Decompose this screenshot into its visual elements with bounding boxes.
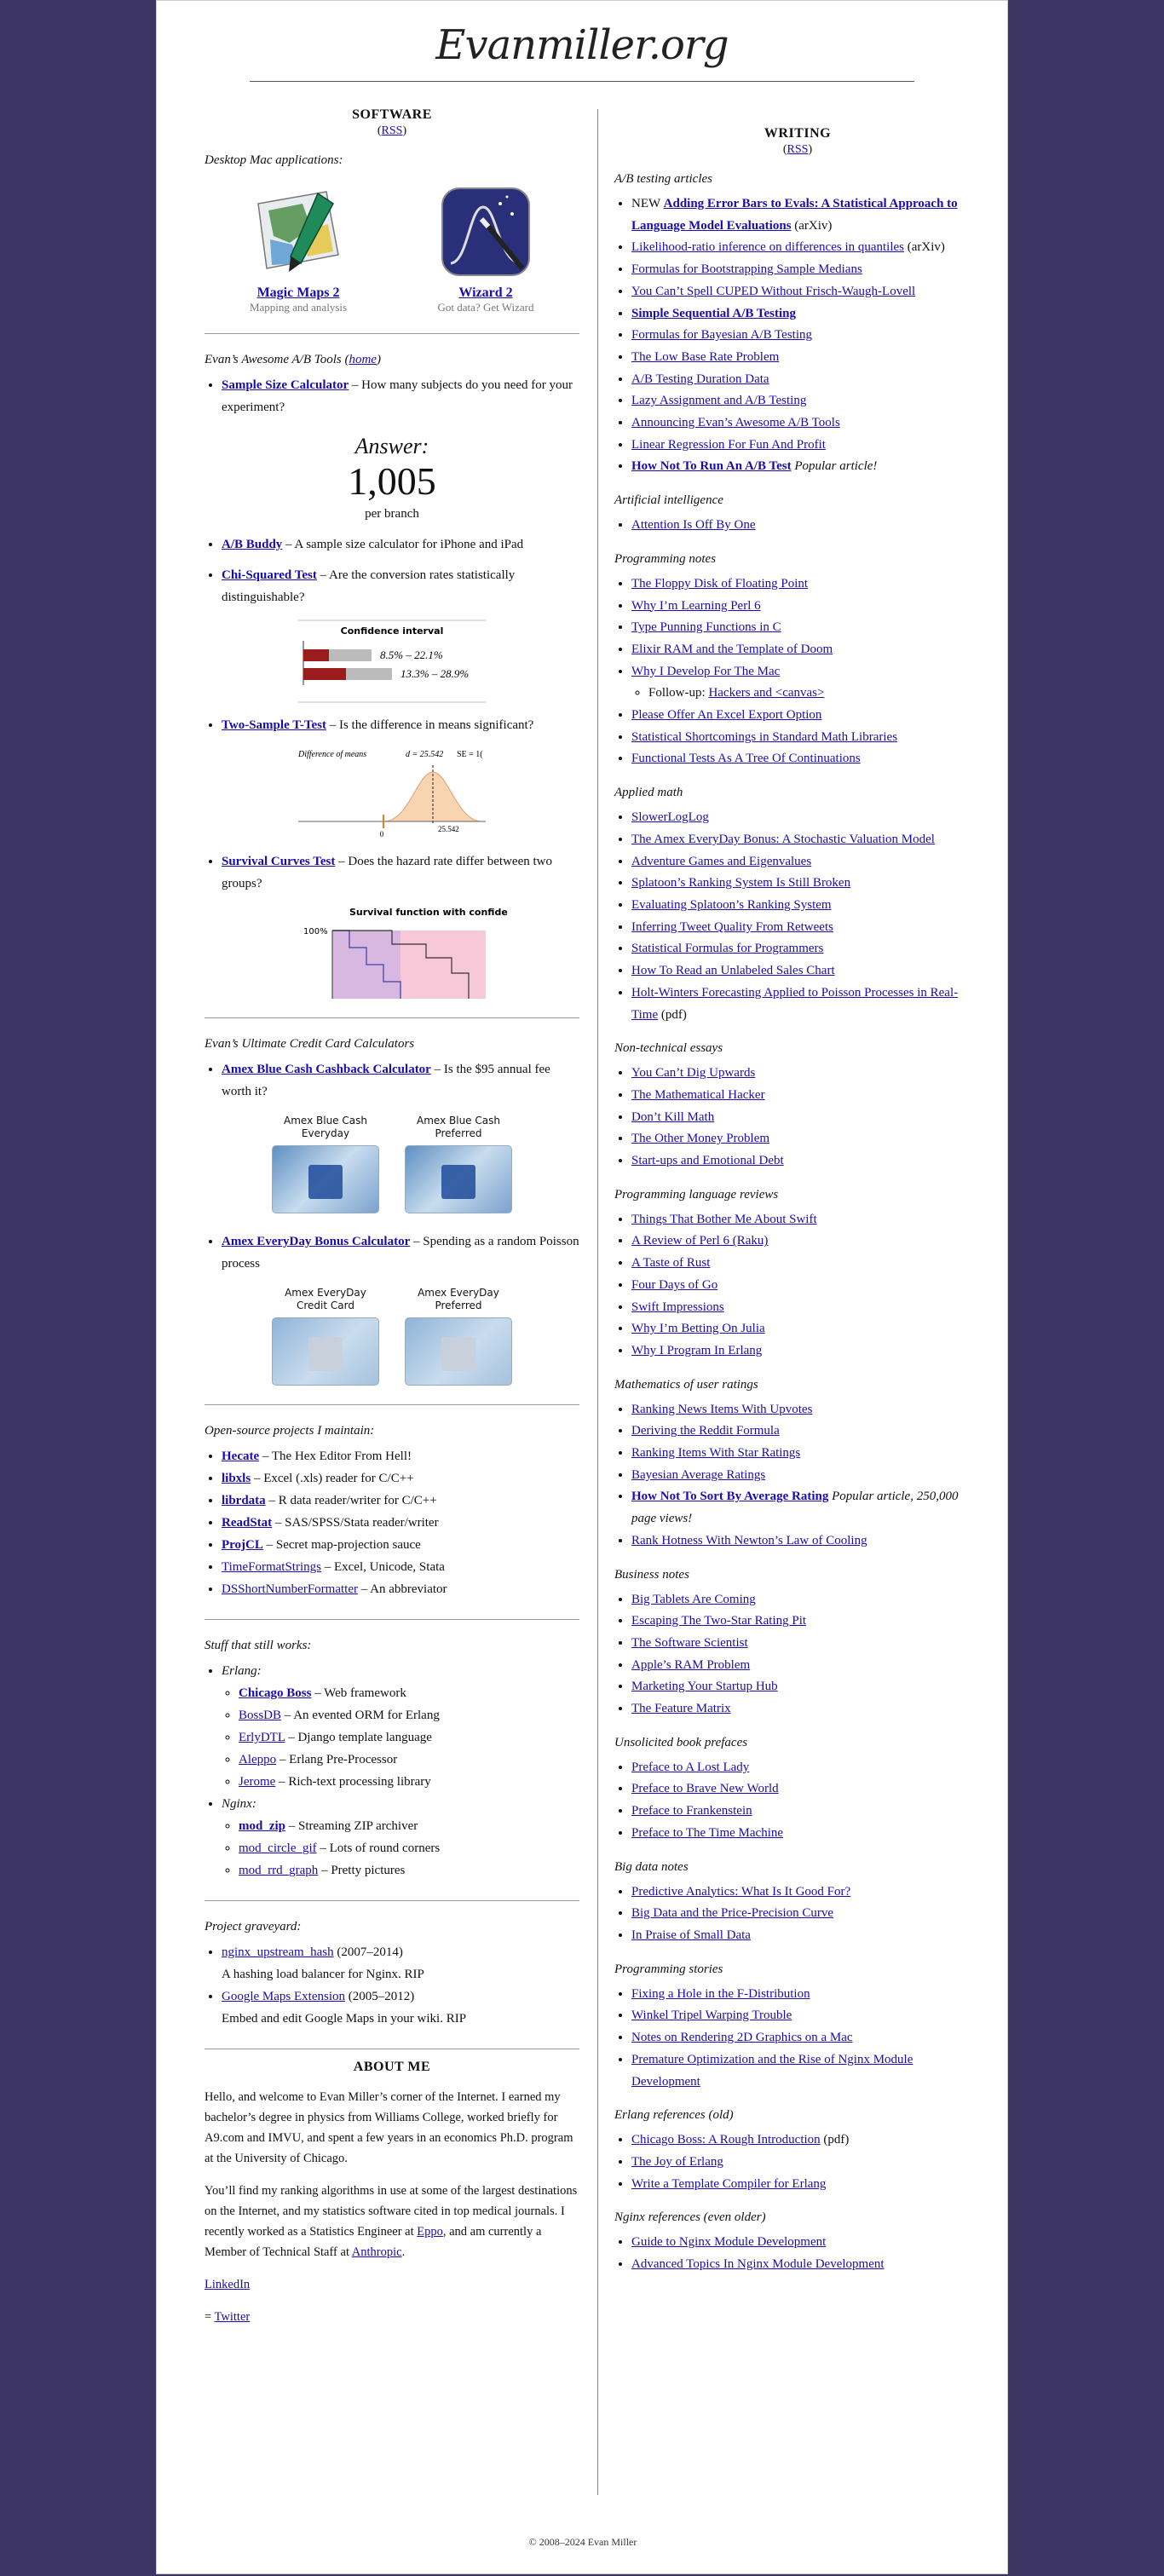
section-heading: Applied math — [614, 786, 683, 800]
article-link[interactable]: Formulas for Bayesian A/B Testing — [631, 328, 812, 343]
list-item — [631, 1925, 981, 1947]
list-item — [631, 1655, 981, 1677]
article-link[interactable]: Holt-Winters Forecasting Applied to Poisson Processes in Real-Time — [631, 985, 959, 1022]
project-link[interactable]: librdata — [222, 1494, 266, 1507]
list-item — [631, 661, 981, 705]
list-item — [631, 2174, 981, 2196]
project-link[interactable]: mod_zip — [239, 1819, 286, 1833]
list-item — [631, 303, 981, 326]
article-link[interactable]: Swift Impressions — [631, 1300, 724, 1314]
project-link[interactable]: Chicago Boss — [239, 1686, 312, 1700]
article-link[interactable]: A/B Testing Duration Data — [631, 372, 769, 386]
article-link[interactable]: The Low Base Rate Problem — [631, 349, 780, 364]
columns — [157, 82, 1007, 2468]
list-item: ◦ BossDB – An evented ORM for Erlang — [239, 1704, 579, 1726]
list-item — [631, 748, 981, 770]
card-everyday[interactable]: Amex EveryDay Credit Card — [271, 1287, 380, 1386]
article-link[interactable]: Deriving the Reddit Formula — [631, 1424, 780, 1438]
article-link[interactable]: Type Punning Functions in C — [631, 620, 781, 635]
article-link[interactable]: You Can’t Dig Upwards — [631, 1066, 756, 1081]
column-divider — [597, 109, 598, 2495]
list-item — [631, 727, 981, 749]
article-link[interactable]: Preface to The Time Machine — [631, 1825, 784, 1840]
article-link[interactable]: How To Read an Unlabeled Sales Chart — [631, 964, 835, 978]
magic-maps-tagline: Mapping and analysis — [249, 301, 348, 314]
answer-sub: per branch — [365, 507, 419, 521]
erlang-list — [222, 1682, 579, 1793]
article-link[interactable]: You Can’t Spell CUPED Without Frisch-Waugh-Lovell — [631, 284, 916, 298]
article-link[interactable]: Start-ups and Emotional Debt — [631, 1154, 784, 1168]
list-item — [631, 1778, 981, 1801]
article-link[interactable]: Why I Program In Erlang — [631, 1343, 763, 1357]
desktop-heading: Desktop Mac applications: — [205, 153, 343, 167]
list-item — [631, 573, 981, 596]
article-link[interactable]: Four Days of Go — [631, 1277, 718, 1292]
list-item: ◦ mod_zip – Streaming ZIP archiver — [239, 1815, 579, 1837]
software-rss-link[interactable]: RSS — [381, 124, 403, 137]
article-link[interactable]: Preface to Brave New World — [631, 1782, 779, 1796]
list-item — [631, 1676, 981, 1698]
project-link[interactable]: Google Maps Extension — [222, 1990, 345, 2003]
section-heading: Unsolicited book prefaces — [614, 1735, 748, 1749]
ab-tools-home-link[interactable]: home — [349, 353, 377, 366]
list-item — [631, 369, 981, 391]
list-item: ◦ ErlyDTL – Django template language — [239, 1726, 579, 1749]
t-test-preview — [298, 746, 486, 840]
list-item: • libxls – Excel (.xls) reader for C/C++ — [222, 1467, 579, 1490]
article-link[interactable]: In Praise of Small Data — [631, 1928, 751, 1942]
list-item: • Sample Size Calculator – How many subjects do you need for your experiment? — [222, 374, 579, 418]
project-link[interactable]: Hecate — [222, 1449, 260, 1463]
page — [156, 0, 1008, 2574]
list-item — [631, 325, 981, 347]
tool-link[interactable]: Chi-Squared Test — [222, 568, 317, 582]
os-heading: Open-source projects I maintain: — [205, 1424, 375, 1438]
divider — [205, 1619, 579, 1620]
list-item: • ReadStat – SAS/SPSS/Stata reader/writer — [222, 1512, 579, 1534]
list-item: • Chicago Boss: A Rough Introduction (pdf) — [631, 2129, 981, 2152]
list-item: ◦ Follow-up: Hackers and <canvas> — [648, 683, 981, 705]
list-item: • TimeFormatStrings – Excel, Unicode, Stata — [222, 1556, 579, 1578]
list-item: ◦ Jerome – Rich-text processing library — [239, 1771, 579, 1793]
project-link[interactable]: Aleppo — [239, 1753, 277, 1766]
section-heading: Big data notes — [614, 1859, 689, 1874]
cards-row-2 — [205, 1287, 579, 1386]
project-link[interactable]: ReadStat — [222, 1516, 273, 1530]
list-item — [631, 1443, 981, 1465]
article-list — [614, 2232, 981, 2275]
project-link[interactable]: ErlyDTL — [239, 1731, 285, 1744]
article-link[interactable]: Lazy Assignment and A/B Testing — [631, 394, 807, 408]
article-link[interactable]: Splatoon’s Ranking System Is Still Broken — [631, 876, 851, 890]
list-item: • Nginx: ◦ mod_zip – Streaming ZIP archiver ◦ mod_circle_gif – Lots of round corners ◦ mod_rrd_graph – Pretty pictures — [222, 1793, 579, 1882]
list-item: • A/B Buddy – A sample size calculator for iPhone and iPad — [222, 533, 579, 556]
article-link[interactable]: SlowerLogLog — [631, 810, 709, 825]
survival-pct: 100% — [303, 927, 328, 936]
list-item — [631, 1399, 981, 1421]
list-item — [631, 829, 981, 851]
writing-sections — [614, 172, 981, 2276]
list-item — [631, 873, 981, 895]
article-link[interactable]: Don’t Kill Math — [631, 1109, 715, 1124]
article-list — [614, 1757, 981, 1845]
list-item — [631, 2152, 981, 2174]
list-item — [631, 1297, 981, 1319]
software-column: SOFTWARE (RSS) Desktop Mac applications: Magic Maps 2 Mapping and analysis Wizard 2 Got data? Get Wizard Evan’s Awesome A/B Tools (home) • Sample Size Calculator – How many subjects do you need for your experiment? Answer: 1,005 per branch • A/B Buddy – A sample size calculator for iPhone and iPad • Chi-Squared Test – Are the conversion rates statistically distinguishable? Confidence interval 8.5% – 22.1% 13.3% – 28.9% • Two-Sample T-Test – Is the difference in means significant? Difference of means d = 25.542 SE = 1( 0 25.542 • Survival Curves Test – Does the hazard rate differ between two groups? Survival function with confide 100% Evan’s Ultimate Credit Card Calculators • Amex Blue Cash Cashback Calculator – Is the $95 annual fee worth it? Amex Blue Cash Everyday Amex Blue Cash Preferred • Amex EveryDay Bonus Calculator – Spending as a random Poisson process Amex EveryDay Credit Card Amex EveryDay Preferred Open-source projects I maintain: • Hecate – The Hex Editor From Hell! • libxls – Excel (.xls) reader for C/C++ • librdata – R data reader/writer for C/C++ • ReadStat – SAS/SPSS/Stata reader/writer • ProjCL – Secret map-projection sauce • TimeFormatStrings – Excel, Unicode, Stata • DSShortNumberFormatter – An abbreviator Stuff that still works: • Erlang: ◦ Chicago Boss – Web framework ◦ BossDB – An evented ORM for Erlang ◦ ErlyDTL – Django template language ◦ Aleppo – Erlang Pre-Processor ◦ Jerome – Rich-text processing library • Nginx: ◦ mod_zip – Streaming ZIP archiver ◦ mod_circle_gif – Lots of round corners ◦ mod_rrd_graph – Pretty pictures Project graveyard: • nginx_upstream_hash (2007–2014) A hashing load balancer for Nginx. RIP • Google Maps Extension (2005–2012) Embed and edit Google Maps in your wiki. RIP ABOUT ME Hello, and welcome to Evan Miller’s corner of the Internet. I earned my bachelor’s degree in physics from Williams College, worked briefly for A9.com and IMVU, and spent a few years in an economics Ph.D. program at the University of Chicago. You’ll find my ranking algorithms in use at some of the largest destinations on the Internet, and my statistics software cited in top medical journals. I recently worked as a Statistics Engineer at Eppo, and am currently a Member of Technical Staff at Anthropic. LinkedIn = Twitter — [205, 107, 579, 2339]
about-section: Hello, and welcome to Evan Miller’s corner of the Internet. I earned my bachelor’s degree in physics from Williams College, worked briefly for A9.com and IMVU, and spent a few years in an economics Ph.D. program at the University of Chicago. You’ll find my ranking algorithms in use at some of the largest destinations on the Internet, and my statistics software cited in top medical journals. I recently worked as a Statistics Engineer at Eppo, and am currently a Member of Technical Staff at Anthropic. LinkedIn = Twitter — [205, 2087, 579, 2327]
list-item — [631, 1698, 981, 1720]
list-item — [631, 596, 981, 618]
list-item — [631, 1801, 981, 1823]
list-item — [631, 1128, 981, 1150]
article-link[interactable]: Please Offer An Excel Export Option — [631, 708, 822, 723]
article-link[interactable]: Why I Develop For The Mac — [631, 664, 781, 678]
list-item: • Two-Sample T-Test – Is the difference in means significant? — [222, 714, 579, 736]
list-item — [631, 1589, 981, 1611]
article-link[interactable]: Why I’m Betting On Julia — [631, 1322, 765, 1336]
list-item: • librdata – R data reader/writer for C/C++ — [222, 1490, 579, 1512]
ci-range-2: 13.3% – 28.9% — [400, 667, 470, 680]
article-link[interactable]: Ranking Items With Star Ratings — [631, 1446, 801, 1461]
cards-row-1 — [205, 1115, 579, 1213]
section-heading: A/B testing articles — [614, 172, 712, 186]
article-link[interactable]: Advanced Topics In Nginx Module Development — [631, 2257, 885, 2272]
article-link[interactable]: Preface to A Lost Lady — [631, 1760, 750, 1774]
article-link[interactable]: Rank Hotness With Newton’s Law of Cooling — [631, 1533, 867, 1547]
article-link[interactable]: Hackers and <canvas> — [708, 686, 825, 700]
answer-value: 1,005 — [348, 459, 436, 503]
article-link[interactable]: Things That Bother Me About Swift — [631, 1212, 817, 1226]
article-list — [614, 1882, 981, 1947]
article-link[interactable]: A Taste of Rust — [631, 1256, 711, 1271]
project-link[interactable]: mod_circle_gif — [239, 1841, 317, 1855]
article-link[interactable]: The Software Scientist — [631, 1635, 748, 1650]
software-title: SOFTWARE — [352, 107, 432, 122]
section-heading: Programming language reviews — [614, 1187, 779, 1202]
divider — [205, 333, 579, 334]
confidence-interval-preview — [298, 619, 486, 704]
article-link[interactable]: Likelihood-ratio inference on differences in quantiles — [631, 240, 905, 255]
card-blue-cash-preferred[interactable]: Amex Blue Cash Preferred — [404, 1115, 513, 1213]
list-item — [631, 515, 981, 537]
cc-link[interactable]: Amex EveryDay Bonus Calculator — [222, 1235, 411, 1248]
article-link[interactable]: Announcing Evan’s Awesome A/B Tools — [631, 416, 840, 430]
article-link[interactable]: Write a Template Compiler for Erlang — [631, 2176, 827, 2191]
ab-tools-list — [205, 374, 579, 418]
section-heading: Nginx references (even older) — [614, 2210, 766, 2225]
list-item: • Likelihood-ratio inference on differences in quantiles (arXiv) — [631, 237, 981, 259]
divider — [205, 1017, 579, 1018]
list-item: • nginx_upstream_hash (2007–2014) A hashing load balancer for Nginx. RIP — [222, 1941, 579, 1985]
article-link[interactable]: Attention Is Off By One — [631, 518, 756, 533]
list-item: • DSShortNumberFormatter – An abbreviator — [222, 1578, 579, 1600]
list-item: • Chi-Squared Test – Are the conversion rates statistically distinguishable? — [222, 564, 579, 608]
article-link[interactable]: The Floppy Disk of Floating Point — [631, 576, 809, 591]
magic-maps-link[interactable]: Magic Maps 2 — [256, 285, 340, 300]
list-item: ◦ mod_rrd_graph – Pretty pictures — [239, 1859, 579, 1882]
article-link[interactable]: Evaluating Splatoon’s Ranking System — [631, 897, 832, 912]
list-item — [631, 2005, 981, 2027]
list-item: • Holt-Winters Forecasting Applied to Poisson Processes in Real-Time (pdf) — [631, 983, 981, 1026]
app-wizard — [400, 185, 571, 314]
article-link[interactable]: Premature Optimization and the Rise of Nginx Module Development — [631, 2052, 913, 2089]
list-item — [631, 2027, 981, 2049]
article-link[interactable]: Simple Sequential A/B Testing — [631, 306, 796, 320]
list-item — [631, 1530, 981, 1553]
article-list — [614, 193, 981, 478]
article-link[interactable]: Notes on Rendering 2D Graphics on a Mac — [631, 2031, 853, 2045]
ttest-mark: 25.542 — [438, 825, 459, 833]
article-link[interactable]: Escaping The Two-Star Rating Pit — [631, 1614, 807, 1628]
project-link[interactable]: BossDB — [239, 1709, 282, 1722]
list-item: • How Not To Run An A/B Test Popular article! — [631, 456, 981, 478]
ttest-title: Difference of means — [298, 750, 367, 759]
list-item — [631, 639, 981, 661]
graveyard-heading: Project graveyard: — [205, 1920, 302, 1933]
list-item — [631, 1063, 981, 1085]
anthropic-link[interactable]: Anthropic — [351, 2245, 402, 2259]
nginx-list — [222, 1815, 579, 1882]
survival-title: Survival function with confide — [349, 907, 508, 918]
section-heading: Programming stories — [614, 1962, 723, 1976]
list-item — [631, 281, 981, 303]
section-heading: Artificial intelligence — [614, 493, 723, 508]
list-item: • Google Maps Extension (2005–2012) Embed and edit Google Maps in your wiki. RIP — [222, 1985, 579, 2030]
ttest-zero: 0 — [379, 830, 384, 838]
writing-column: WRITING (RSS) A/B testing articles • NEW Adding Error Bars to Evals: A Statistical Approach to Language Model Evaluations (arXiv) • Likelihood-ratio inference on differences in quantiles (arXiv) • Formulas for Bootstrapping Sample Medians • You Can’t Spell CUPED Without Frisch-Waugh-Lovell • Simple Sequential A/B Testing • Formulas for Bayesian A/B Testing • The Low Base Rate Problem • A/B Testing Duration Data • Lazy Assignment and A/B Testing • Announcing Evan’s Awesome A/B Tools • Linear Regression For Fun And Profit • How Not To Run An A/B Test Popular article! Artificial intelligence • Attention Is Off By One Programming notes • The Floppy Disk of Floating Point • Why I’m Learning Perl 6 • Type Punning Functions in C • Elixir RAM and the Template of Doom • Why I Develop For The Mac ◦ Follow-up: Hackers and <canvas> • Please Offer An Excel Export Option • Statistical Shortcomings in Standard Math Libraries • Functional Tests As A Tree Of Continuations Applied math • SlowerLogLog • The Amex EveryDay Bonus: A Stochastic Valuation Model • Adventure Games and Eigenvalues • Splatoon’s Ranking System Is Still Broken • Evaluating Splatoon’s Ranking System • Inferring Tweet Quality From Retweets • Statistical Formulas for Programmers • How To Read an Unlabeled Sales Chart • Holt-Winters Forecasting Applied to Poisson Processes in Real-Time (pdf) Non-technical essays • You Can’t Dig Upwards • The Mathematical Hacker • Don’t Kill Math • The Other Money Problem • Start-ups and Emotional Debt Programming language reviews • Things That Bother Me About Swift • A Review of Perl 6 (Raku) • A Taste of Rust • Four Days of Go • Swift Impressions • Why I’m Betting On Julia • Why I Program In Erlang Mathematics of user ratings • Ranking News Items With Upvotes • Deriving the Reddit Formula • Ranking Items With Star Ratings • Bayesian Average Ratings • How Not To Sort By Average Rating Popular article, 250,000 page views! • Rank Hotness With Newton’s Law of Cooling Business notes • Big Tablets Are Coming • Escaping The Two-Star Rating Pit • The Software Scientist • Apple’s RAM Problem • Marketing Your Startup Hub • The Feature Matrix Unsolicited book prefaces • Preface to A Lost Lady • Preface to Brave New World • Preface to Frankenstein • Preface to The Time Machine Big data notes • Predictive Analytics: What Is It Good For? • Big Data and the Price-Precision Curve • In Praise of Small Data Programming stories • Fixing a Hole in the F-Distribution • Winkel Tripel Warping Trouble • Notes on Rendering 2D Graphics on a Mac • Premature Optimization and the Rise of Nginx Module Development Erlang references (old) • Chicago Boss: A Rough Introduction (pdf) • The Joy of Erlang • Write a Template Compiler for Erlang Nginx references (even older) • Guide to Nginx Module Development • Advanced Topics In Nginx Module Development — [614, 126, 981, 2283]
list-item — [631, 1465, 981, 1487]
eppo-link[interactable]: Eppo — [417, 2225, 443, 2239]
article-link[interactable]: The Joy of Erlang — [631, 2154, 723, 2169]
article-list — [614, 1984, 981, 2094]
works-list — [205, 1660, 579, 1882]
ab-tools-heading: Evan’s Awesome A/B Tools (home) — [205, 353, 381, 366]
article-link[interactable]: Guide to Nginx Module Development — [631, 2235, 827, 2250]
article-link[interactable]: A Review of Perl 6 (Raku) — [631, 1234, 769, 1248]
section-heading: Business notes — [614, 1567, 689, 1582]
writing-rss-link[interactable]: RSS — [787, 143, 809, 156]
list-item — [631, 1611, 981, 1633]
copyright: © 2008–2024 Evan Miller — [528, 2536, 637, 2548]
list-item — [631, 807, 981, 829]
os-list — [205, 1445, 579, 1600]
list-item — [631, 2232, 981, 2254]
survival-preview — [298, 905, 508, 999]
article-link[interactable]: The Mathematical Hacker — [631, 1087, 765, 1102]
list-item — [631, 2254, 981, 2276]
list-item: • Amex Blue Cash Cashback Calculator – Is the $95 annual fee worth it? — [222, 1058, 579, 1103]
list-item — [631, 895, 981, 917]
ci-range-1: 8.5% – 22.1% — [380, 648, 443, 661]
list-item — [631, 1882, 981, 1904]
twitter-link[interactable]: Twitter — [214, 2310, 251, 2324]
cc-link[interactable]: Amex Blue Cash Cashback Calculator — [222, 1063, 431, 1076]
list-item: • Erlang: ◦ Chicago Boss – Web framework ◦ BossDB – An evented ORM for Erlang ◦ ErlyDTL – Django template language ◦ Aleppo – Erlang Pre-Processor ◦ Jerome – Rich-text processing library — [222, 1660, 579, 1793]
about-paragraph-1: Hello, and welcome to Evan Miller’s corner of the Internet. I earned my bachelor’s degree in physics from Williams College, worked briefly for A9.com and IMVU, and spent a few years in an economics Ph.D. program at the University of Chicago. — [205, 2090, 573, 2165]
ttest-d: d = 25.542 — [406, 750, 444, 759]
list-item — [631, 705, 981, 727]
article-link[interactable]: Winkel Tripel Warping Trouble — [631, 2008, 792, 2023]
article-link[interactable]: Big Data and the Price-Precision Curve — [631, 1906, 834, 1921]
list-item — [631, 1253, 981, 1275]
tool-link[interactable]: A/B Buddy — [222, 538, 283, 551]
list-item — [631, 347, 981, 369]
list-item — [631, 1107, 981, 1129]
article-link[interactable]: Why I’m Learning Perl 6 — [631, 598, 761, 613]
writing-title: WRITING — [764, 126, 832, 141]
article-link[interactable]: Linear Regression For Fun And Profit — [631, 437, 826, 452]
article-link[interactable]: The Other Money Problem — [631, 1132, 770, 1146]
article-link[interactable]: Ranking News Items With Upvotes — [631, 1402, 813, 1416]
tool-link[interactable]: Sample Size Calculator — [222, 378, 349, 392]
magic-maps-icon[interactable] — [251, 185, 345, 279]
list-item — [631, 1085, 981, 1107]
list-item — [631, 1318, 981, 1340]
list-item: • NEW Adding Error Bars to Evals: A Statistical Approach to Language Model Evaluations (arXiv) — [631, 193, 981, 237]
article-link[interactable]: Inferring Tweet Quality From Retweets — [631, 919, 833, 934]
article-link[interactable]: Elixir RAM and the Template of Doom — [631, 642, 833, 656]
article-list — [614, 515, 981, 537]
about-title: ABOUT ME — [353, 2060, 431, 2074]
divider — [205, 1404, 579, 1405]
list-item — [631, 1633, 981, 1655]
list-item: • Hecate – The Hex Editor From Hell! — [222, 1445, 579, 1467]
card-everyday-preferred[interactable]: Amex EveryDay Preferred — [404, 1287, 513, 1386]
article-link[interactable]: Predictive Analytics: What Is It Good For? — [631, 1884, 851, 1899]
cc-heading: Evan’s Ultimate Credit Card Calculators — [205, 1037, 415, 1051]
list-item: ◦ mod_circle_gif – Lots of round corners — [239, 1837, 579, 1859]
ci-title: Confidence interval — [340, 625, 444, 637]
article-link[interactable]: Formulas for Bootstrapping Sample Medians — [631, 262, 862, 277]
card-blue-cash-everyday[interactable]: Amex Blue Cash Everyday — [271, 1115, 380, 1213]
article-link[interactable]: Big Tablets Are Coming — [631, 1592, 756, 1606]
list-item — [631, 1903, 981, 1925]
list-item: • ProjCL – Secret map-projection sauce — [222, 1534, 579, 1556]
article-link[interactable]: How Not To Sort By Average Rating — [631, 1490, 829, 1504]
list-item — [631, 1984, 981, 2006]
article-link[interactable]: Marketing Your Startup Hub — [631, 1680, 778, 1694]
list-item — [631, 1230, 981, 1253]
wizard-link[interactable]: Wizard 2 — [458, 285, 513, 300]
list-item — [631, 390, 981, 412]
list-item — [631, 1757, 981, 1779]
article-link[interactable]: Preface to Frankenstein — [631, 1804, 752, 1818]
graveyard-list — [205, 1941, 579, 2030]
list-item — [631, 617, 981, 639]
article-list — [614, 1209, 981, 1363]
wizard-icon[interactable] — [439, 185, 533, 279]
answer-label: Answer: — [354, 434, 429, 458]
article-link[interactable]: Adventure Games and Eigenvalues — [631, 854, 812, 868]
list-item — [631, 259, 981, 281]
list-item — [631, 917, 981, 939]
answer-preview — [205, 434, 579, 522]
list-item — [631, 938, 981, 960]
project-link[interactable]: nginx_upstream_hash — [222, 1945, 334, 1959]
list-item — [631, 960, 981, 983]
article-link[interactable]: Bayesian Average Ratings — [631, 1467, 766, 1482]
section-heading: Erlang references (old) — [614, 2108, 734, 2123]
list-item: • Survival Curves Test – Does the hazard rate differ between two groups? — [222, 850, 579, 895]
project-link[interactable]: TimeFormatStrings — [222, 1560, 321, 1574]
section-heading: Mathematics of user ratings — [614, 1377, 758, 1392]
site-logo[interactable]: Evanmiller.org — [435, 21, 729, 69]
list-item — [631, 412, 981, 435]
article-list — [614, 2129, 981, 2195]
article-link[interactable]: Statistical Formulas for Programmers — [631, 942, 824, 956]
article-link[interactable]: How Not To Run An A/B Test — [631, 459, 792, 474]
article-link[interactable]: Adding Error Bars to Evals: A Statistical Approach to Language Model Evaluations — [631, 197, 958, 233]
list-item: • Amex EveryDay Bonus Calculator – Spending as a random Poisson process — [222, 1230, 579, 1275]
tool-link[interactable]: Survival Curves Test — [222, 855, 336, 868]
list-item — [631, 1823, 981, 1845]
article-list — [614, 1589, 981, 1720]
article-link[interactable]: Apple’s RAM Problem — [631, 1657, 751, 1672]
list-item — [631, 1340, 981, 1363]
about-paragraph-2: You’ll find my ranking algorithms in use at some of the largest destinations on the Internet, and my statistics software cited in top medical journals. I recently worked as a Statistics Engineer at Eppo, and am currently a Member of Technical Staff at Anthropic. — [205, 2184, 578, 2259]
follow-up-list — [631, 683, 981, 705]
list-item — [631, 1150, 981, 1173]
divider — [205, 1900, 579, 1901]
list-item — [631, 2049, 981, 2093]
article-link[interactable]: Chicago Boss: A Rough Introduction — [631, 2133, 821, 2147]
apps-row — [205, 185, 579, 314]
list-item — [631, 1209, 981, 1231]
project-link[interactable]: ProjCL — [222, 1538, 263, 1552]
list-item — [631, 435, 981, 457]
list-item: ◦ Aleppo – Erlang Pre-Processor — [239, 1749, 579, 1771]
list-item — [631, 851, 981, 873]
list-item: ◦ Chicago Boss – Web framework — [239, 1682, 579, 1704]
project-link[interactable]: libxls — [222, 1472, 251, 1485]
wizard-tagline: Got data? Get Wizard — [437, 301, 534, 314]
project-link[interactable]: DSShortNumberFormatter — [222, 1582, 358, 1596]
article-link[interactable]: Statistical Shortcomings in Standard Math Libraries — [631, 729, 898, 744]
app-magic-maps — [213, 185, 383, 314]
section-heading: Programming notes — [614, 551, 717, 566]
article-link[interactable]: Fixing a Hole in the F-Distribution — [631, 1986, 810, 2001]
article-link[interactable]: Functional Tests As A Tree Of Continuations — [631, 752, 861, 766]
project-link[interactable]: Jerome — [239, 1775, 276, 1789]
list-item: • How Not To Sort By Average Rating Popular article, 250,000 page views! — [631, 1486, 981, 1530]
article-link[interactable]: The Amex EveryDay Bonus: A Stochastic Valuation Model — [631, 832, 935, 846]
list-item — [631, 1275, 981, 1297]
article-list — [614, 1399, 981, 1553]
list-item — [631, 1421, 981, 1443]
works-heading: Stuff that still works: — [205, 1639, 312, 1652]
tool-link[interactable]: Two-Sample T-Test — [222, 718, 326, 732]
article-list — [614, 573, 981, 770]
linkedin-link[interactable]: LinkedIn — [205, 2278, 251, 2291]
project-link[interactable]: mod_rrd_graph — [239, 1864, 319, 1877]
article-list — [614, 1063, 981, 1173]
article-link[interactable]: The Feature Matrix — [631, 1702, 731, 1716]
article-list — [614, 807, 981, 1026]
section-heading: Non-technical essays — [614, 1041, 723, 1056]
ttest-se: SE = 1( — [457, 750, 483, 759]
